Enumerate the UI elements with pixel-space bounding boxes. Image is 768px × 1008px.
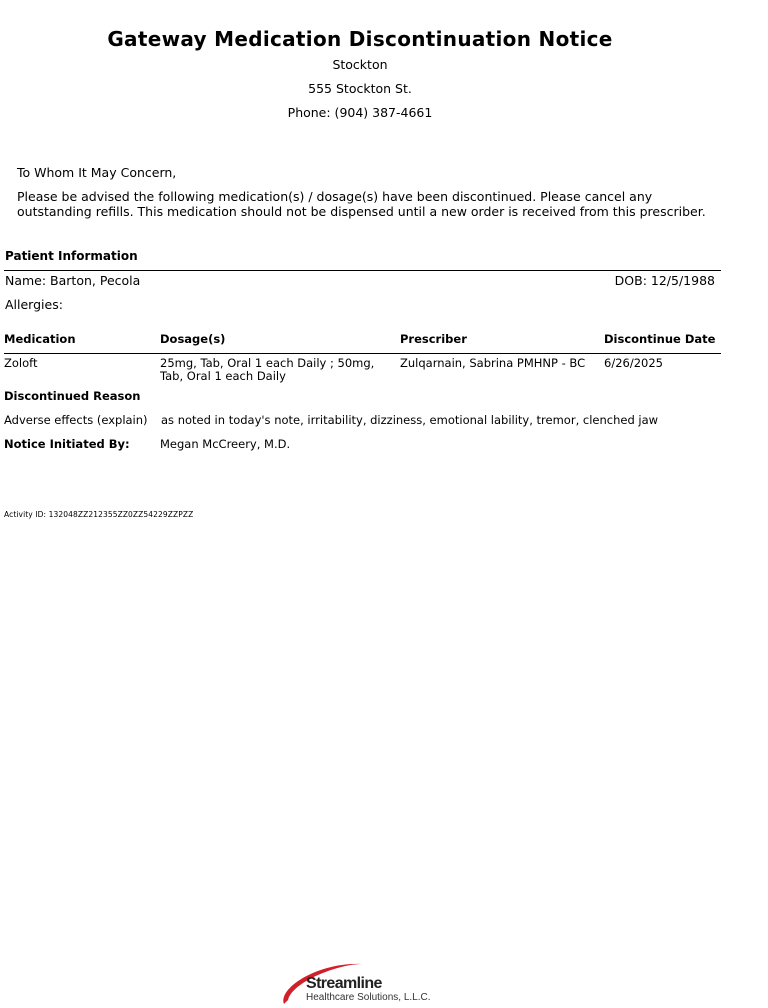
- col-header-medication: Medication: [4, 332, 76, 346]
- discontinued-note: as noted in today's note, irritability, dizziness, emotional lability, tremor, clenched jaw: [161, 413, 659, 427]
- activity-id-label: Activity ID:: [4, 510, 47, 519]
- notice-body: Please be advised the following medication(s) / dosage(s) have been discontinued. Please cancel any outstanding refills. This medication should not be dispensed until a new order is received from this prescriber.: [17, 189, 706, 219]
- discontinued-reason-label: Discontinued Reason: [4, 389, 141, 403]
- clinic-location: Stockton: [332, 57, 388, 72]
- patient-name: Name: Barton, Pecola: [5, 273, 141, 288]
- table-header-divider: [4, 353, 721, 354]
- logo-name: Streamline: [306, 975, 382, 992]
- initiated-by-label: Notice Initiated By:: [4, 437, 130, 451]
- row-dosage: 25mg, Tab, Oral 1 each Daily ; 50mg, Tab, Oral 1 each Daily: [160, 356, 375, 383]
- section-divider: [4, 270, 721, 271]
- activity-id-value: 132048ZZ212355ZZ0ZZ54229ZZPZZ: [48, 510, 194, 519]
- logo-subtitle: Healthcare Solutions, L.L.C.: [306, 992, 431, 1003]
- patient-allergies: Allergies:: [5, 297, 63, 312]
- row-medication: Zoloft: [4, 356, 38, 370]
- col-header-discontinue-date: Discontinue Date: [604, 332, 716, 346]
- patient-dob: DOB: 12/5/1988: [614, 273, 715, 288]
- clinic-phone: Phone: (904) 387-4661: [287, 105, 433, 120]
- initiated-by-name: Megan McCreery, M.D.: [160, 437, 291, 451]
- salutation: To Whom It May Concern,: [17, 165, 177, 180]
- streamline-logo: [278, 958, 458, 1006]
- clinic-address: 555 Stockton St.: [308, 81, 412, 96]
- document-title: Gateway Medication Discontinuation Notice: [107, 27, 613, 51]
- col-header-prescriber: Prescriber: [400, 332, 467, 346]
- row-discontinue-date: 6/26/2025: [604, 356, 663, 370]
- row-prescriber: Zulqarnain, Sabrina PMHNP - BC: [400, 356, 586, 370]
- col-header-dosage: Dosage(s): [160, 332, 226, 346]
- activity-id: [4, 510, 193, 519]
- discontinued-reason: Adverse effects (explain): [4, 413, 148, 427]
- patient-section-title: Patient Information: [5, 249, 138, 263]
